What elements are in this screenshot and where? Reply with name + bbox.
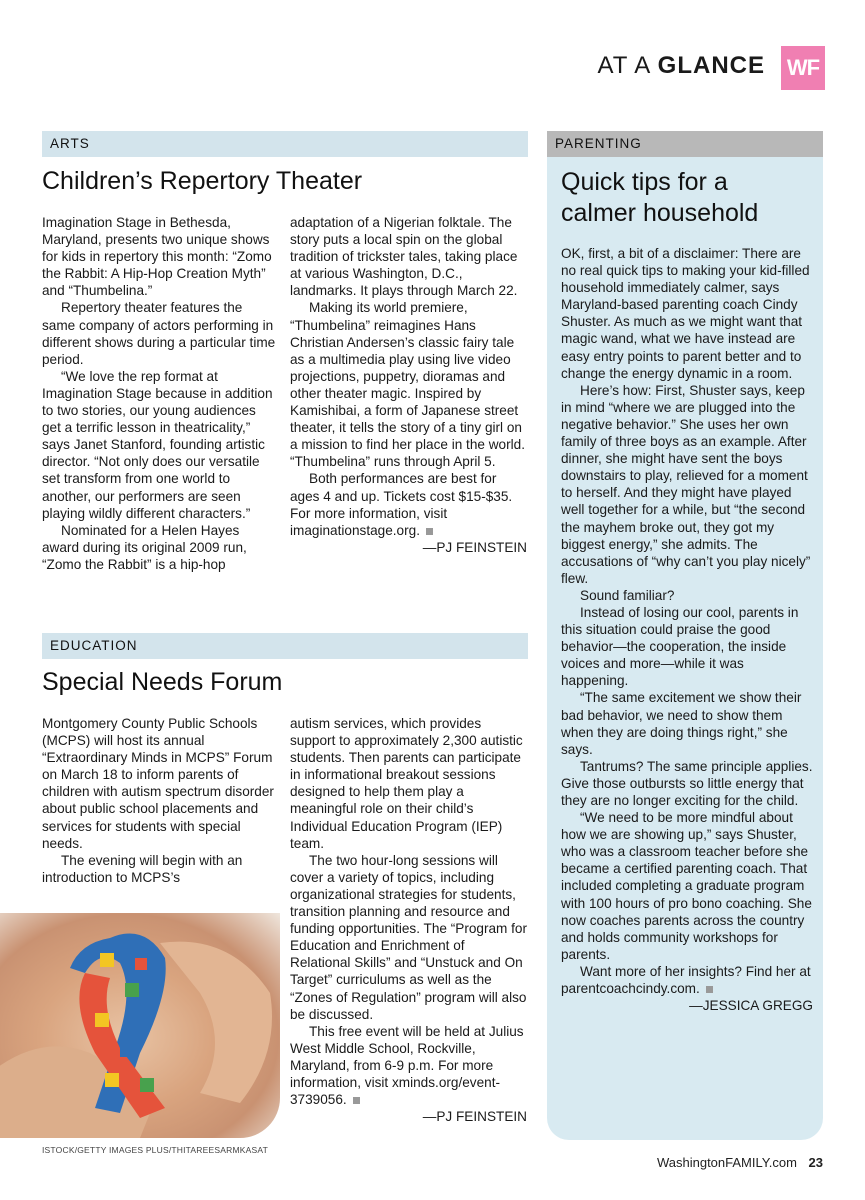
par-p3: Sound familiar?: [580, 587, 675, 603]
page-footer: [657, 1155, 823, 1170]
arts-c1-p4: Nominated for a Helen Hayes award during its original 2009 run, “Zomo the Rabbit” is a hip-hop: [42, 522, 247, 572]
parenting-sidebar: [547, 131, 823, 1140]
parenting-headline-line2: calmer household: [561, 199, 759, 227]
section-title-prefix: AT A: [597, 52, 650, 79]
education-byline: —PJ FEINSTEIN: [422, 1109, 527, 1125]
edu-c2-p3: [290, 1023, 527, 1108]
par-p2: Here’s how: First, Shuster says, keep in mind “where we are plugged into the negative behavior.” She uses her own family of three boys as an example. After dinner, she might have sent the boys downstairs to play, relieved for a moment to herself. And they might have played well together for a while, but “the second the mayhem broke out, they got my biggest energy,” she admits. The accusations of “why can’t you play nicely” flew.: [561, 382, 811, 586]
arts-column-2: [290, 214, 527, 556]
arts-c1-p1: Imagination Stage in Bethesda, Maryland, presents two unique shows for kids in repertory this month: “Zomo the Rabbit: A Hip-Hop Creation Myth” and “Thumbelina.”: [42, 215, 272, 299]
parenting-headline-line1: Quick tips for a: [561, 168, 728, 196]
edu-c1-p2: The evening will begin with an introduction to MCPS’s: [42, 852, 243, 885]
parenting-byline: —JESSICA GREGG: [689, 998, 813, 1014]
education-headline: Special Needs Forum: [42, 668, 283, 696]
parenting-body: [561, 245, 813, 1014]
par-p8: [561, 963, 813, 997]
section-title-bold: GLANCE: [657, 52, 765, 79]
edu-c1-p1: Montgomery County Public Schools (MCPS) will host its annual “Extraordinary Minds in MCPS” Forum on March 18 to inform parents of children with autism spectrum disorder about public school placements and services for students with special needs.: [42, 716, 274, 851]
edu-c2-p3-text: This free event will be held at Julius West Middle School, Rockville, Maryland, from 6-9 p.m. For more information, visit xminds.org/event-3739056.: [290, 1023, 524, 1108]
arts-section-header: ARTS: [42, 131, 528, 157]
edu-c2-p2: The two hour-long sessions will cover a variety of topics, including organizational strategies for students, transition planning and resource and funding opportunities. The “Program for Education and Enrichment of Relational Skills” and “Unstuck and On Target” curriculums as well as the “Zones of Regulation” program will also be discussed.: [290, 852, 528, 1022]
autism-ribbon-photo: [0, 913, 280, 1138]
education-column-2: [290, 715, 527, 1125]
arts-headline: Children’s Repertory Theater: [42, 167, 363, 195]
wf-logo-text: WF: [786, 55, 820, 80]
end-mark-icon: [353, 1097, 360, 1104]
par-p6: Tantrums? The same principle applies. Give those outbursts so little energy that they are no longer exciting for the child.: [561, 758, 813, 808]
arts-c2-p1: adaptation of a Nigerian folktale. The story puts a local spin on the global tradition of trickster tales, taking place at various Washington, D.C., landmarks. It plays through March 22.: [290, 215, 518, 299]
parenting-section-header: PARENTING: [547, 131, 823, 157]
arts-c2-p2: Making its world premiere, “Thumbelina” reimagines Hans Christian Andersen’s classic fairy tale as a multimedia play using live video projections, puppetry, dioramas and other theater magic. Inspired by Kamishibai, a form of Japanese street theater, it tells the story of a tiny girl on a mission to find her place in the world. “Thumbelina” runs through April 5.: [290, 300, 525, 470]
arts-c1-p3: “We love the rep format at Imagination Stage because in addition to two stories, our young audiences get a terrific lesson in theatricality,” says Janet Stanford, founding artistic director. “Not only does our versatile set transform from one world to another, our performers are seen playing wildly different characters.”: [42, 368, 273, 521]
arts-column-1: [42, 214, 278, 573]
footer-site: WashingtonFAMILY.com: [656, 1155, 797, 1170]
arts-byline: —PJ FEINSTEIN: [422, 539, 527, 555]
par-p4: Instead of losing our cool, parents in this situation could praise the good behavior—the cooperation, the inside voices and more—while it was happening.: [561, 604, 799, 689]
par-p7: “We need to be more mindful about how we are showing up,” says Shuster, who was a classroom teacher before she became a certified parenting coach. That included completing a graduate program with 100 hours of pro bono coaching. She now coaches parents across the country and holds community workshops for parents.: [561, 810, 812, 962]
edu-c2-p1: autism services, which provides support to approximately 2,300 autistic students. Then parents can participate in informational breakout sessions designed to help them play a meaningful role on their child’s Individual Education Program (IEP) team.: [290, 716, 523, 851]
education-column-1: [42, 715, 278, 886]
puzzle-ribbon-icon: [0, 913, 280, 1138]
parenting-headline: [561, 167, 816, 229]
section-title: [598, 52, 766, 80]
wf-logo: [781, 46, 825, 90]
education-section-header: EDUCATION: [42, 633, 528, 659]
arts-c2-p3-text: Both performances are best for ages 4 and up. Tickets cost $15-$35. For more information, visit imaginationstage.org.: [290, 471, 513, 538]
end-mark-icon: [706, 986, 713, 993]
par-p5: “The same excitement we show their bad behavior, we need to show them when they are doing things right,” she says.: [561, 690, 802, 757]
par-p1: OK, first, a bit of a disclaimer: There are no real quick tips to making your kid-filled household immediately calmer, says Maryland-based parenting coach Cindy Shuster. As much as we might want that magic wand, what we have instead are easy entry points to parent better and to change the energy dynamic in a room.: [561, 246, 810, 381]
header: [560, 46, 825, 90]
arts-c1-p2: Repertory theater features the same company of actors performing in different shows during a particular time period.: [42, 300, 276, 367]
end-mark-icon: [426, 528, 433, 535]
par-p8-text: Want more of her insights? Find her at parentcoachcindy.com.: [561, 963, 811, 997]
photo-credit: ISTOCK/GETTY IMAGES PLUS/THITAREESARMKASAT: [42, 1145, 268, 1155]
page-number: 23: [808, 1155, 823, 1170]
arts-c2-p3: [290, 470, 527, 538]
